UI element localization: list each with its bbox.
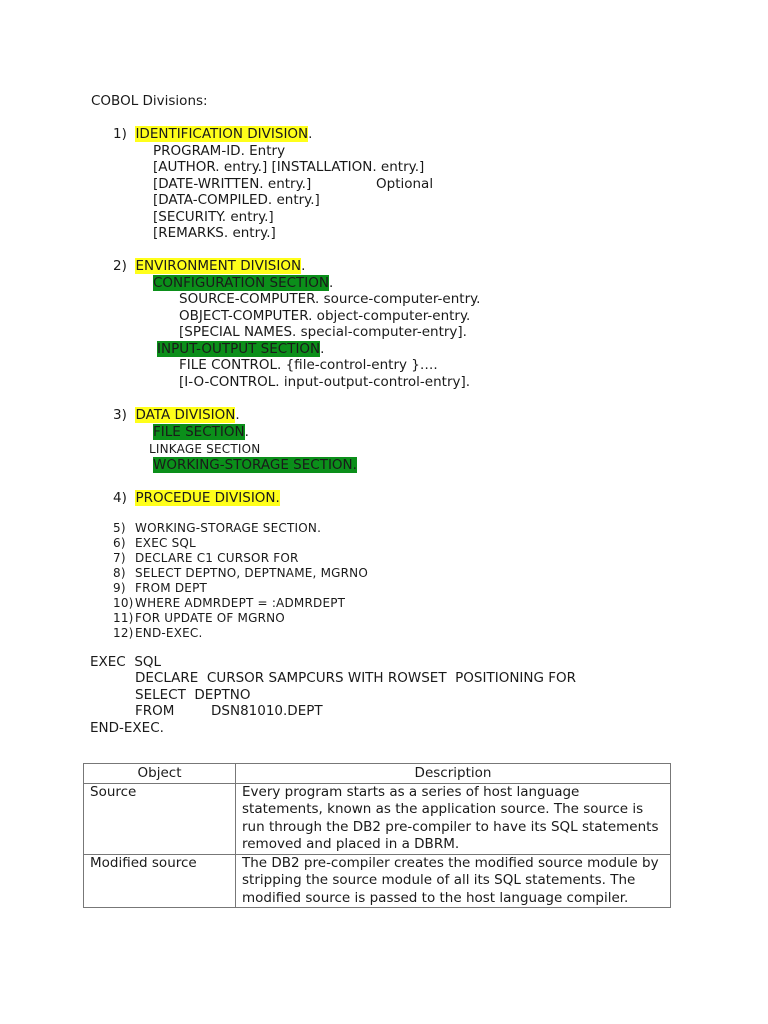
division-4-number: 4): [113, 490, 127, 506]
column-header-description: Description: [236, 764, 671, 784]
select-deptno-line: SELECT DEPTNO: [135, 687, 251, 703]
input-output-line-1: FILE CONTROL. {file-control-entry }….: [179, 357, 438, 373]
linkage-section-line: LINKAGE SECTION: [149, 442, 261, 456]
end-exec-line: END-EXEC.: [90, 720, 164, 736]
numbered-line-6: [113, 536, 196, 551]
division-4-heading: [113, 490, 280, 507]
configuration-section-title: CONFIGURATION SECTION: [153, 275, 329, 291]
numbered-line-10-text: WHERE ADMRDEPT = :ADMRDEPT: [135, 596, 346, 610]
numbered-line-12-text: END-EXEC.: [135, 626, 203, 640]
file-section-line: FILE SECTION.: [153, 424, 249, 440]
environment-division-title: ENVIRONMENT DIVISION: [135, 258, 302, 274]
numbered-line-5-text: WORKING-STORAGE SECTION.: [135, 521, 322, 535]
identification-line-3: [DATE-WRITTEN. entry.]: [153, 176, 312, 192]
division-3-period: .: [235, 407, 240, 423]
table-cell-object: Source: [84, 783, 236, 854]
identification-line-2: [AUTHOR. entry.] [INSTALLATION. entry.]: [153, 159, 425, 175]
numbered-line-9-number: 9): [113, 581, 126, 595]
procedure-division-title: PROCEDUE DIVISION.: [135, 490, 280, 506]
numbered-line-11-text: FOR UPDATE OF MGRNO: [135, 611, 285, 625]
file-section-title: FILE SECTION: [153, 424, 245, 440]
working-storage-section-line: [153, 457, 357, 474]
division-1-number: 1): [113, 126, 127, 142]
numbered-line-7-text: DECLARE C1 CURSOR FOR: [135, 551, 299, 565]
numbered-line-12: [113, 626, 203, 641]
numbered-line-8: [113, 566, 368, 581]
division-3-heading: [113, 407, 240, 424]
division-2-heading: [113, 258, 305, 275]
identification-line-1: PROGRAM-ID. Entry: [153, 143, 286, 159]
configuration-line-2: OBJECT-COMPUTER. object-computer-entry.: [179, 308, 471, 324]
table-row: [84, 783, 671, 854]
data-division-title: DATA DIVISION: [135, 407, 236, 423]
identification-division-title: IDENTIFICATION DIVISION: [135, 126, 309, 142]
numbered-line-7: [113, 551, 299, 566]
numbered-line-5-number: 5): [113, 521, 126, 535]
table-header-row: [84, 764, 671, 784]
numbered-line-5: [113, 521, 321, 536]
configuration-line-1: SOURCE-COMPUTER. source-computer-entry.: [179, 291, 481, 307]
identification-line-6: [REMARKS. entry.]: [153, 225, 276, 241]
exec-sql-line: EXEC SQL: [90, 654, 162, 670]
numbered-line-8-text: SELECT DEPTNO, DEPTNAME, MGRNO: [135, 566, 368, 580]
division-1-period: .: [308, 126, 313, 142]
working-storage-section-title: WORKING-STORAGE SECTION.: [153, 457, 357, 473]
input-output-section-title: INPUT-OUTPUT SECTION: [157, 341, 321, 357]
identification-line-4: [DATA-COMPILED. entry.]: [153, 192, 320, 208]
numbered-line-10-number: 10): [113, 596, 134, 610]
configuration-line-3: [SPECIAL NAMES. special-computer-entry].: [179, 324, 467, 340]
numbered-line-8-number: 8): [113, 566, 126, 580]
configuration-section-line: CONFIGURATION SECTION.: [153, 275, 334, 291]
input-output-section-line: INPUT-OUTPUT SECTION.: [157, 341, 325, 357]
numbered-line-6-number: 6): [113, 536, 126, 550]
division-2-number: 2): [113, 258, 127, 274]
table-cell-object: Modified source: [84, 854, 236, 908]
table-cell-description: The DB2 pre-compiler creates the modified source module by stripping the source module of all its SQL statements. The modified source is passed to the host language compiler.: [236, 854, 671, 908]
numbered-line-7-number: 7): [113, 551, 126, 565]
numbered-line-9-text: FROM DEPT: [135, 581, 208, 595]
identification-line-5: [SECURITY. entry.]: [153, 209, 274, 225]
optional-label: Optional: [376, 176, 434, 192]
object-description-table: [83, 763, 671, 908]
division-1-heading: [113, 126, 312, 143]
from-keyword: FROM: [135, 703, 175, 719]
declare-cursor-line: DECLARE CURSOR SAMPCURS WITH ROWSET POSITIONING FOR: [135, 670, 577, 686]
division-2-period: .: [301, 258, 306, 274]
numbered-line-10: [113, 596, 345, 611]
input-output-line-2: [I-O-CONTROL. input-output-control-entry].: [179, 374, 471, 390]
numbered-line-12-number: 12): [113, 626, 134, 640]
table-cell-description: Every program starts as a series of host language statements, known as the application source. The source is run through the DB2 pre-compiler to have its SQL statements removed and placed in a DBRM.: [236, 783, 671, 854]
numbered-line-9: [113, 581, 207, 596]
numbered-line-6-text: EXEC SQL: [135, 536, 196, 550]
division-3-number: 3): [113, 407, 127, 423]
page-heading: COBOL Divisions:: [91, 93, 208, 109]
from-table-name: DSN81010.DEPT: [211, 703, 323, 719]
column-header-object: Object: [84, 764, 236, 784]
numbered-line-11: [113, 611, 285, 626]
numbered-line-11-number: 11): [113, 611, 134, 625]
table-row: [84, 854, 671, 908]
